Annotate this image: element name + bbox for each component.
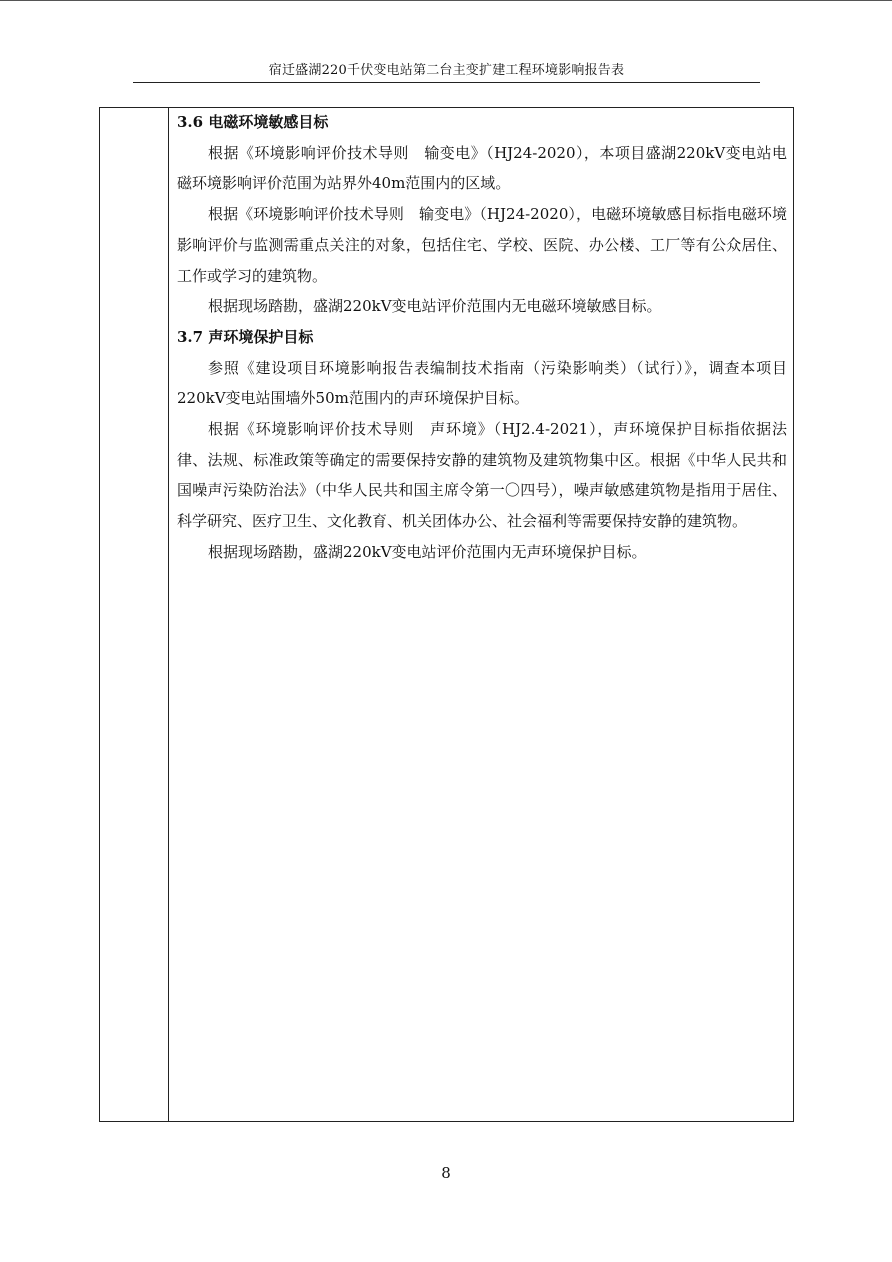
- section-heading: 3.7 声环境保护目标: [177, 327, 314, 346]
- table-column-divider: [168, 108, 169, 1121]
- page-number: 8: [441, 1164, 451, 1182]
- header-rule: [133, 82, 760, 83]
- section-acoustic-protection-targets: [177, 322, 787, 568]
- paragraph: 参照《建设项目环境影响报告表编制技术指南（污染影响类）（试行）》，调查本项目220kV变电站围墙外50m范围内的声环境保护目标。: [177, 358, 787, 408]
- page-top-edge: [0, 0, 892, 1]
- paragraph: 根据《环境影响评价技术导则 输变电》（HJ24-2020），电磁环境敏感目标指电磁环境影响评价与监测需重点关注的对象，包括住宅、学校、医院、办公楼、工厂等有公众居住、工作或学习的建筑物。: [177, 205, 787, 285]
- paragraph: 根据现场踏勘，盛湖220kV变电站评价范围内无声环境保护目标。: [208, 542, 647, 561]
- running-header: 宿迁盛湖220千伏变电站第二台主变扩建工程环境影响报告表: [268, 63, 625, 78]
- table-content-cell: [177, 107, 787, 568]
- paragraph: 根据现场踏勘，盛湖220kV变电站评价范围内无电磁环境敏感目标。: [208, 297, 662, 316]
- section-heading: 3.6 电磁环境敏感目标: [177, 113, 329, 131]
- paragraph: 根据《环境影响评价技术导则 输变电》（HJ24-2020），本项目盛湖220kV变电站电磁环境影响评价范围为站界外40m范围内的区域。: [177, 143, 787, 193]
- paragraph: 根据《环境影响评价技术导则 声环境》（HJ2.4-2021），声环境保护目标指依据法律、法规、标准政策等确定的需要保持安静的建筑物及建筑物集中区。根据《中华人民共和国噪声污染防治法》（中华人民共和国主席令第一〇四号），噪声敏感建筑物是指用于居住、科学研究、医疗卫生、文化教育、机关团体办公、社会福利等需要保持安静的建筑物。: [177, 420, 787, 531]
- section-electromagnetic-sensitive-targets: [177, 107, 787, 322]
